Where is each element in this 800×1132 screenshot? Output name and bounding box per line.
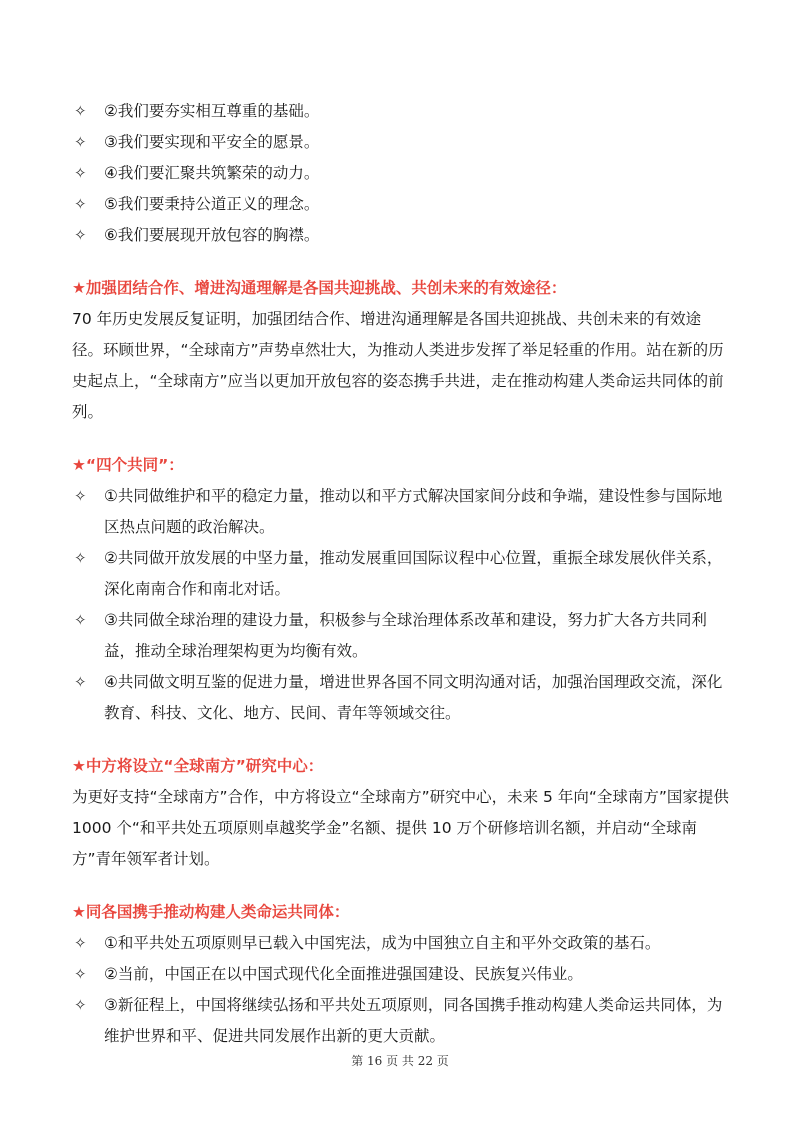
list-item [72,543,732,605]
section-paragraph: 70 年历史发展反复证明，加强团结合作、增进沟通理解是各国共迎挑战、共创未来的有效途径。环顾世界，“全球南方”声势卓然壮大，为推动人类进步发挥了举足轻重的作用。站在新的历史起点上，“全球南方”应当以更加开放包容的姿态携手共进，走在推动构建人类命运共同体的前列。 [72,310,724,421]
list-item [72,959,732,990]
diamond-bullet-icon: ✧ [74,673,87,691]
diamond-bullet-icon: ✧ [74,226,87,244]
list-item-text: ⑥我们要展现开放包容的胸襟。 [104,226,320,244]
document-page [72,96,732,1052]
list-item-text: ①共同做维护和平的稳定力量，推动以和平方式解决国家间分歧和争端，建设性参与国际地区热点问题的政治解决。 [104,487,723,536]
list-item-text: ②当前，中国正在以中国式现代化全面推进强国建设、民族复兴伟业。 [104,965,583,983]
section-cooperation [72,273,732,428]
section-heading: ★中方将设立“全球南方”研究中心： [72,757,324,775]
list-item [72,158,732,189]
list-item [72,928,732,959]
section-heading: ★加强团结合作、增进沟通理解是各国共迎挑战、共创未来的有效途径： [72,279,567,297]
diamond-bullet-icon: ✧ [74,164,87,182]
section-research-center [72,751,732,875]
diamond-bullet-icon: ✧ [74,996,87,1014]
list-item [72,189,732,220]
list-item [72,481,732,543]
section-heading: ★“四个共同”： [72,456,184,474]
diamond-bullet-icon: ✧ [74,487,87,505]
section-principles [72,96,732,251]
list-item-text: ③我们要实现和平安全的愿景。 [104,133,320,151]
diamond-bullet-icon: ✧ [74,965,87,983]
list-item-text: ⑤我们要秉持公道正义的理念。 [104,195,320,213]
list-item [72,990,732,1052]
diamond-bullet-icon: ✧ [74,195,87,213]
list-item-text: ③共同做全球治理的建设力量，积极参与全球治理体系改革和建设，努力扩大各方共同利益，推动全球治理架构更为均衡有效。 [104,611,707,660]
list-item [72,667,732,729]
page-footer: 第 16 页 共 22 页 [351,1054,449,1068]
diamond-bullet-icon: ✧ [74,549,87,567]
list-item [72,605,732,667]
section-heading: ★同各国携手推动构建人类命运共同体： [72,903,350,921]
list-item [72,220,732,251]
list-item-text: ④我们要汇聚共筑繁荣的动力。 [104,164,320,182]
list-item-text: ③新征程上，中国将继续弘扬和平共处五项原则，同各国携手推动构建人类命运共同体，为维护世界和平、促进共同发展作出新的更大贡献。 [104,996,723,1045]
section-four-commons [72,450,732,729]
list-item [72,127,732,158]
list-item-text: ②我们要夯实相互尊重的基础。 [104,102,320,120]
diamond-bullet-icon: ✧ [74,934,87,952]
diamond-bullet-icon: ✧ [74,611,87,629]
list-item-text: ④共同做文明互鉴的促进力量，增进世界各国不同文明沟通对话，加强治国理政交流，深化教育、科技、文化、地方、民间、青年等领域交往。 [104,673,723,722]
list-item-text: ①和平共处五项原则早已载入中国宪法，成为中国独立自主和平外交政策的基石。 [104,934,661,952]
diamond-bullet-icon: ✧ [74,102,87,120]
diamond-bullet-icon: ✧ [74,133,87,151]
section-paragraph: 为更好支持“全球南方”合作，中方将设立“全球南方”研究中心，未来 5 年向“全球南方”国家提供 1000 个“和平共处五项原则卓越奖学金”名额、提供 10 万个研修培训名额，并启动“全球南方”青年领军者计划。 [72,788,729,868]
list-item-text: ②共同做开放发展的中坚力量，推动发展重回国际议程中心位置，重振全球发展伙伴关系，深化南南合作和南北对话。 [104,549,723,598]
section-community [72,897,732,1052]
list-item [72,96,732,127]
